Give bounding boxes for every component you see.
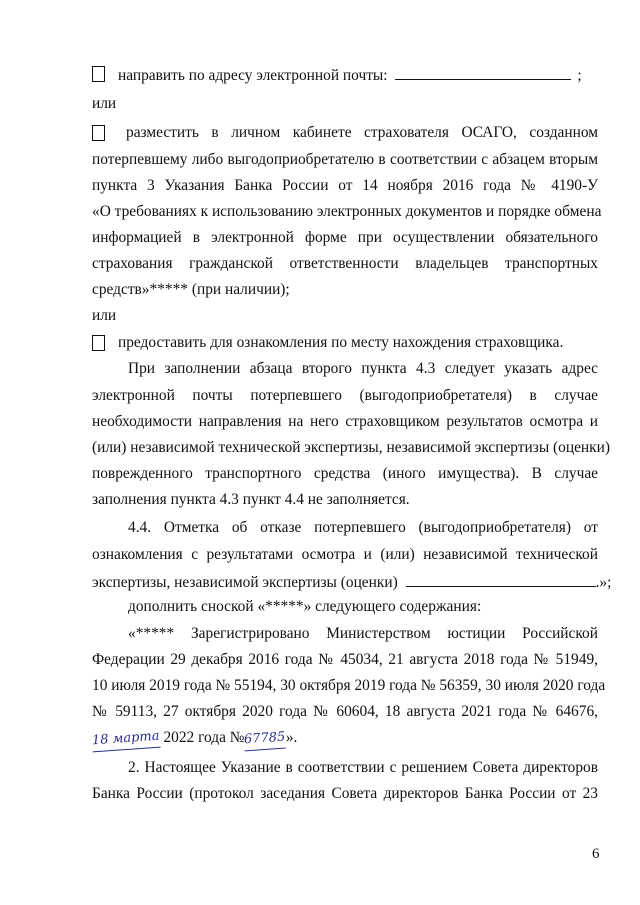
footnote-line-5: [92, 728, 297, 750]
option-cabinet-line-4: «О требованиях к использованию электронных документов и порядке обмена: [92, 203, 602, 220]
point-2-line-2: Банка России (протокол заседания Совета директоров Банка России от 23: [92, 785, 598, 802]
option-email-line: [118, 64, 582, 86]
footnote-line-5-end: ».: [285, 729, 298, 746]
email-blank-line: [395, 64, 571, 80]
checkbox-personal-cabinet[interactable]: [92, 125, 105, 141]
page-number: 6: [592, 846, 600, 862]
para-4-3-line-6: заполнения пункта 4.3 пункт 4.4 не заполняется.: [92, 491, 410, 508]
para-4-3-line-1: При заполнении абзаца второго пункта 4.3 следует указать адрес: [128, 360, 598, 377]
option-cabinet-line-7: средств»***** (при наличии);: [92, 281, 290, 298]
footnote-line-5-text: 2022 года №: [163, 729, 245, 746]
para-4-3-line-2: электронной почты потерпевшего (выгодоприобретателя) в случае: [92, 387, 598, 404]
footnote-line-1: «***** Зарегистрировано Министерством юстиции Российской: [128, 625, 598, 642]
footnote-line-3: 10 июля 2019 года № 55194, 30 октября 2019 года № 56359, 30 июля 2020 года: [92, 677, 606, 694]
option-email-label: направить по адресу электронной почты:: [118, 67, 388, 84]
item-4-4-line-3-tail: .»;: [595, 574, 612, 591]
para-4-3-line-5: поврежденного транспортного средства (иного имущества). В случае: [92, 465, 598, 482]
option-cabinet-line-5: информацией в электронной форме при осуществлении обязательного: [92, 229, 598, 246]
footnote-line-4: № 59113, 27 октября 2020 года № 60604, 18 августа 2021 года № 64676,: [92, 703, 598, 720]
item-4-4-line-2: ознакомления с результатами осмотра и (или) независимой технической: [92, 546, 598, 563]
handwritten-date: 18 марта: [91, 727, 160, 753]
option-cabinet-line-3: пункта 3 Указания Банка России от 14 ноября 2016 года № 4190-У: [92, 177, 598, 194]
or-text-2: или: [92, 307, 117, 324]
point-2-line-1: 2. Настоящее Указание в соответствии с решением Совета директоров: [128, 759, 598, 776]
footnote-intro: дополнить сноской «*****» следующего содержания:: [128, 598, 482, 615]
checkbox-email[interactable]: [92, 66, 105, 82]
item-4-4-line-1: 4.4. Отметка об отказе потерпевшего (выгодоприобретателя) от: [128, 519, 598, 536]
footnote-line-2: Федерации 29 декабря 2016 года № 45034, 21 августа 2018 года № 51949,: [92, 651, 598, 668]
option-email-tail: ;: [577, 67, 582, 84]
para-4-3-line-3: необходимости направления на него страховщиком результатов осмотра и: [92, 413, 598, 430]
checkbox-insurer-location[interactable]: [92, 335, 105, 351]
option-cabinet-line-6: страхования гражданской ответственности владельцев транспортных: [92, 255, 598, 272]
item-4-4-line-3-text: экспертизы, независимой экспертизы (оценки): [92, 574, 398, 591]
refusal-blank-line: [406, 571, 596, 587]
or-text-1: или: [92, 95, 117, 112]
option-cabinet-line-1: разместить в личном кабинете страхователя ОСАГО, созданном: [126, 124, 598, 141]
handwritten-number: 67785: [244, 728, 287, 752]
para-4-3-line-4: (или) независимой технической экспертизы, независимой экспертизы (оценки): [92, 439, 610, 456]
option-insurer-location-label: предоставить для ознакомления по месту нахождения страховщика.: [118, 334, 564, 351]
item-4-4-line-3: [92, 571, 611, 593]
option-cabinet-line-2: потерпевшему либо выгодоприобретателю в соответствии с абзацем вторым: [92, 151, 598, 168]
